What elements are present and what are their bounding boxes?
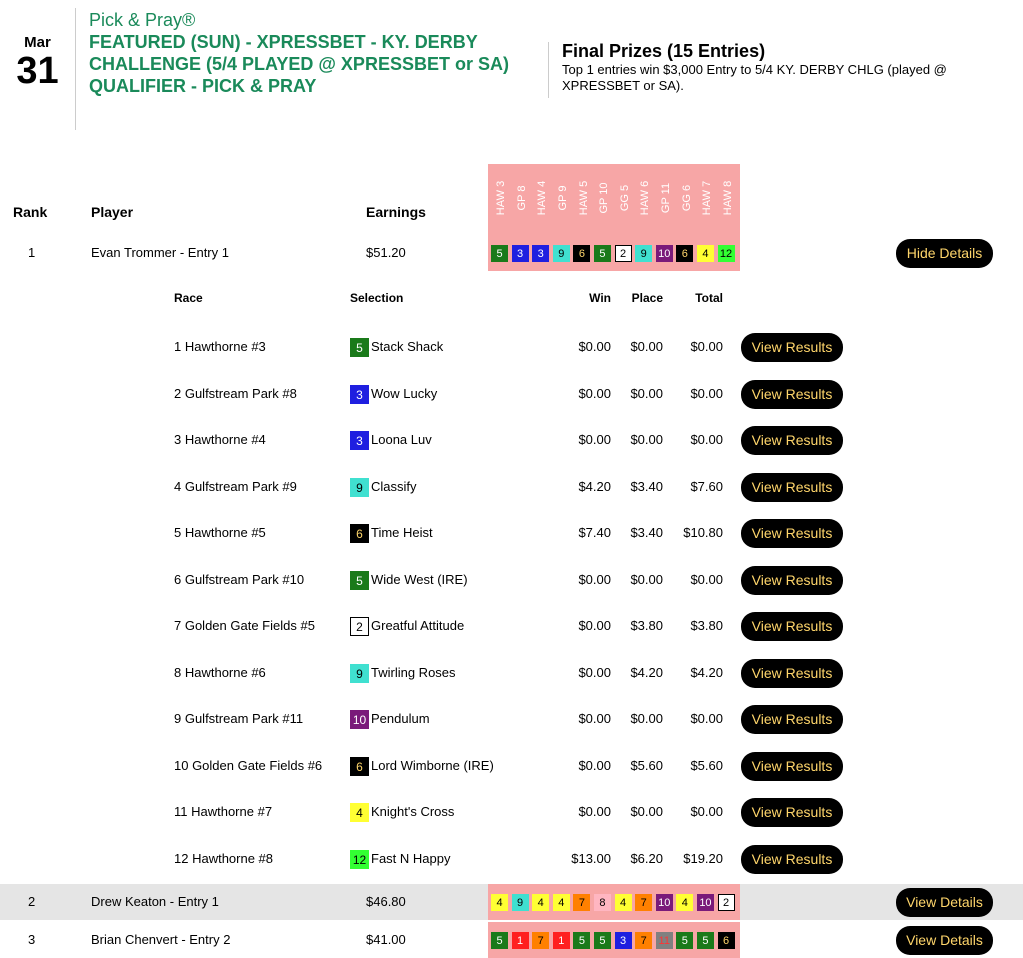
contest-title-block	[89, 9, 519, 97]
detail-place-header: Place	[631, 291, 663, 305]
detail-row	[0, 609, 1023, 643]
saddle-cloth-number: 5	[350, 571, 369, 590]
total-cell: $0.00	[690, 339, 723, 354]
track-label-text: GG 6	[680, 184, 693, 212]
brand-name: Pick & Pray®	[89, 10, 196, 30]
track-label-text: HAW 3	[495, 180, 508, 216]
saddle-cloth-number: 3	[350, 385, 369, 404]
final-prizes-text: Top 1 entries win $3,000 Entry to 5/4 KY. DERBY CHLG (played @ XPRESSBET or SA).	[562, 62, 947, 93]
pick-chip: 3	[512, 245, 529, 262]
selection-cell	[350, 702, 430, 736]
detail-row	[0, 795, 1023, 829]
track-label	[718, 166, 739, 230]
total-cell: $3.80	[690, 618, 723, 633]
race-cell: 7 Golden Gate Fields #5	[174, 618, 315, 633]
saddle-cloth-number: 5	[350, 338, 369, 357]
race-cell: 4 Gulfstream Park #9	[174, 478, 297, 494]
saddle-cloth-number: 9	[350, 664, 369, 683]
track-legend	[488, 166, 738, 230]
picks-strip	[488, 235, 740, 271]
pick-chip: 6	[718, 932, 735, 949]
detail-race-header: Race	[174, 291, 203, 305]
header-divider	[75, 8, 76, 130]
total-cell: $0.00	[690, 571, 723, 587]
pick-chip: 10	[697, 894, 714, 911]
pick-chip: 3	[615, 932, 632, 949]
contest-date	[0, 8, 75, 91]
horse-name: Classify	[371, 478, 417, 494]
track-label-text: GP 11	[660, 182, 673, 214]
view-results-button[interactable]: View Results	[741, 659, 843, 688]
horse-name: Pendulum	[371, 711, 430, 726]
pick-chip: 4	[676, 894, 693, 911]
total-cell: $0.00	[690, 385, 723, 401]
pick-chip: 12	[718, 245, 735, 262]
detail-row	[0, 516, 1023, 550]
pick-chip: 4	[697, 245, 714, 262]
horse-name: Loona Luv	[371, 432, 432, 447]
rank-cell: 1	[28, 245, 36, 260]
view-details-button[interactable]: View Details	[896, 888, 993, 917]
track-label	[615, 166, 636, 230]
view-results-button[interactable]: View Results	[741, 519, 843, 548]
detail-row	[0, 842, 1023, 876]
pick-chip: 6	[573, 245, 590, 262]
total-cell: $7.60	[690, 478, 723, 494]
picks-strip	[488, 922, 740, 958]
track-label-text: HAW 4	[536, 180, 549, 216]
track-label-text: HAW 8	[721, 180, 734, 216]
horse-name: Lord Wimborne (IRE)	[371, 757, 494, 773]
pick-chip: 4	[532, 894, 549, 911]
place-cell: $4.20	[630, 664, 663, 680]
win-cell: $0.00	[578, 432, 611, 447]
date-month: Mar	[24, 34, 51, 51]
win-cell: $4.20	[578, 478, 611, 494]
player-header: Player	[91, 204, 134, 220]
horse-name: Time Heist	[371, 525, 433, 540]
rank-header: Rank	[13, 204, 48, 220]
final-prizes	[562, 40, 1012, 94]
track-label-text: HAW 5	[577, 180, 590, 216]
saddle-cloth-number: 3	[350, 431, 369, 450]
pick-chip: 3	[532, 245, 549, 262]
pick-chip: 4	[491, 894, 508, 911]
rank-cell: 3	[28, 932, 36, 947]
pick-chip: 7	[635, 932, 652, 949]
view-results-button[interactable]: View Results	[741, 333, 843, 362]
detail-row	[0, 702, 1023, 736]
detail-row	[0, 377, 1023, 411]
place-cell: $0.00	[630, 339, 663, 354]
track-label	[532, 166, 553, 230]
view-results-button[interactable]: View Results	[741, 705, 843, 734]
track-label	[573, 166, 594, 230]
picks-strip	[488, 884, 740, 920]
view-results-button[interactable]: View Results	[741, 566, 843, 595]
saddle-cloth-number: 2	[350, 617, 369, 636]
pick-chip: 5	[697, 932, 714, 949]
selection-cell	[350, 842, 450, 876]
horse-name: Wow Lucky	[371, 385, 438, 401]
win-cell: $0.00	[578, 804, 611, 819]
total-cell: $0.00	[690, 432, 723, 447]
pick-chip: 5	[491, 932, 508, 949]
saddle-cloth-number: 6	[350, 524, 369, 543]
race-cell: 3 Hawthorne #4	[174, 432, 266, 447]
pick-chip: 5	[573, 932, 590, 949]
win-cell: $0.00	[578, 618, 611, 633]
selection-cell	[350, 749, 494, 783]
win-cell: $0.00	[578, 339, 611, 354]
saddle-cloth-number: 10	[350, 710, 369, 729]
earnings-cell: $51.20	[366, 245, 406, 260]
rank-cell: 2	[28, 894, 36, 909]
view-results-button[interactable]: View Results	[741, 752, 843, 781]
win-cell: $0.00	[578, 571, 611, 587]
track-label	[512, 166, 533, 230]
race-cell: 9 Gulfstream Park #11	[174, 711, 304, 726]
win-cell: $0.00	[578, 385, 611, 401]
race-cell: 6 Gulfstream Park #10	[174, 571, 305, 587]
saddle-cloth-number: 6	[350, 757, 369, 776]
track-label	[635, 166, 656, 230]
detail-row	[0, 423, 1023, 457]
track-label-text: GP 8	[515, 185, 528, 211]
leaderboard-row	[0, 922, 1023, 958]
place-cell: $6.20	[630, 850, 663, 866]
pick-chip: 11	[656, 932, 673, 949]
earnings-cell: $46.80	[366, 894, 406, 909]
player-cell: Drew Keaton - Entry 1	[91, 894, 219, 909]
pick-chip: 5	[594, 932, 611, 949]
detail-total-header: Total	[695, 291, 723, 305]
total-cell: $5.60	[690, 757, 723, 773]
saddle-cloth-number: 9	[350, 478, 369, 497]
date-day: 31	[16, 50, 59, 92]
race-cell: 1 Hawthorne #3	[174, 339, 266, 354]
race-cell: 11 Hawthorne #7	[174, 804, 273, 819]
win-cell: $0.00	[578, 711, 611, 726]
saddle-cloth-number: 12	[350, 850, 369, 869]
place-cell: $0.00	[630, 711, 663, 726]
detail-row	[0, 330, 1023, 364]
selection-cell	[350, 795, 454, 829]
win-cell: $13.00	[571, 850, 611, 866]
earnings-header: Earnings	[366, 204, 426, 220]
pick-chip: 1	[553, 932, 570, 949]
view-results-button[interactable]: View Results	[741, 473, 843, 502]
win-cell: $0.00	[578, 757, 611, 773]
detail-win-header: Win	[589, 291, 611, 305]
total-cell: $10.80	[683, 525, 723, 540]
selection-cell	[350, 470, 417, 504]
horse-name: Greatful Attitude	[371, 618, 465, 633]
total-cell: $0.00	[690, 804, 723, 819]
selection-cell	[350, 563, 468, 597]
pick-chip: 2	[718, 894, 735, 911]
selection-cell	[350, 656, 456, 690]
pick-chip: 4	[553, 894, 570, 911]
detail-row	[0, 656, 1023, 690]
view-details-button[interactable]: View Details	[896, 926, 993, 955]
final-prizes-heading: Final Prizes (15 Entries)	[562, 41, 766, 61]
horse-name: Fast N Happy	[371, 850, 451, 866]
pick-chip: 7	[532, 932, 549, 949]
pick-chip: 8	[594, 894, 611, 911]
track-label-text: GP 10	[598, 182, 611, 214]
horse-name: Wide West (IRE)	[371, 571, 468, 587]
selection-cell	[350, 423, 432, 457]
place-cell: $3.40	[630, 525, 663, 540]
race-cell: 5 Hawthorne #5	[174, 525, 266, 540]
place-cell: $0.00	[630, 385, 663, 401]
leaderboard-row	[0, 884, 1023, 920]
contest-title: FEATURED (SUN) - XPRESSBET - KY. DERBY CHALLENGE (5/4 PLAYED @ XPRESSBET or SA) QUALIFIER - PICK & PRAY	[89, 32, 509, 96]
race-cell: 2 Gulfstream Park #8	[174, 385, 297, 401]
pick-chip: 9	[553, 245, 570, 262]
pick-chip: 7	[635, 894, 652, 911]
track-label	[491, 166, 512, 230]
earnings-cell: $41.00	[366, 932, 406, 947]
pick-chip: 5	[491, 245, 508, 262]
hide-details-button[interactable]: Hide Details	[896, 239, 993, 268]
race-cell: 8 Hawthorne #6	[174, 664, 266, 680]
pick-chip: 9	[635, 245, 652, 262]
selection-cell	[350, 330, 443, 364]
total-cell: $0.00	[690, 711, 723, 726]
place-cell: $5.60	[630, 757, 663, 773]
detail-row	[0, 470, 1023, 504]
view-results-button[interactable]: View Results	[741, 380, 843, 409]
detail-selection-header: Selection	[350, 291, 404, 305]
pick-chip: 2	[615, 245, 632, 262]
pick-chip: 10	[656, 894, 673, 911]
selection-cell	[350, 609, 464, 643]
player-cell: Evan Trommer - Entry 1	[91, 245, 229, 260]
track-label	[676, 166, 697, 230]
place-cell: $0.00	[630, 804, 663, 819]
pick-chip: 5	[676, 932, 693, 949]
saddle-cloth-number: 4	[350, 803, 369, 822]
pick-chip: 4	[615, 894, 632, 911]
selection-cell	[350, 377, 437, 411]
view-results-button[interactable]: View Results	[741, 612, 843, 641]
track-label-text: GP 9	[557, 185, 570, 211]
view-results-button[interactable]: View Results	[741, 798, 843, 827]
place-cell: $0.00	[630, 571, 663, 587]
race-cell: 10 Golden Gate Fields #6	[174, 757, 323, 773]
track-label	[553, 166, 574, 230]
pick-chip: 9	[512, 894, 529, 911]
prizes-divider	[548, 42, 549, 98]
track-label	[594, 166, 615, 230]
horse-name: Knight's Cross	[371, 804, 455, 819]
win-cell: $0.00	[578, 664, 611, 680]
total-cell: $4.20	[690, 664, 723, 680]
track-label	[656, 166, 677, 230]
track-label-text: HAW 7	[701, 180, 714, 216]
horse-name: Stack Shack	[371, 339, 444, 354]
pick-chip: 7	[573, 894, 590, 911]
race-cell: 12 Hawthorne #8	[174, 850, 274, 866]
win-cell: $7.40	[578, 525, 611, 540]
leaderboard-row	[0, 235, 1023, 271]
pick-chip: 6	[676, 245, 693, 262]
detail-row	[0, 563, 1023, 597]
track-label-text: HAW 6	[639, 180, 652, 216]
selection-cell	[350, 516, 433, 550]
place-cell: $0.00	[630, 432, 663, 447]
view-results-button[interactable]: View Results	[741, 845, 843, 874]
player-cell: Brian Chenvert - Entry 2	[91, 932, 231, 947]
horse-name: Twirling Roses	[371, 664, 456, 680]
place-cell: $3.80	[630, 618, 663, 633]
total-cell: $19.20	[683, 850, 723, 866]
pick-chip: 5	[594, 245, 611, 262]
track-label	[697, 166, 718, 230]
track-label-text: GG 5	[618, 184, 631, 212]
detail-row	[0, 749, 1023, 783]
view-results-button[interactable]: View Results	[741, 426, 843, 455]
pick-chip: 10	[656, 245, 673, 262]
place-cell: $3.40	[630, 478, 663, 494]
pick-chip: 1	[512, 932, 529, 949]
